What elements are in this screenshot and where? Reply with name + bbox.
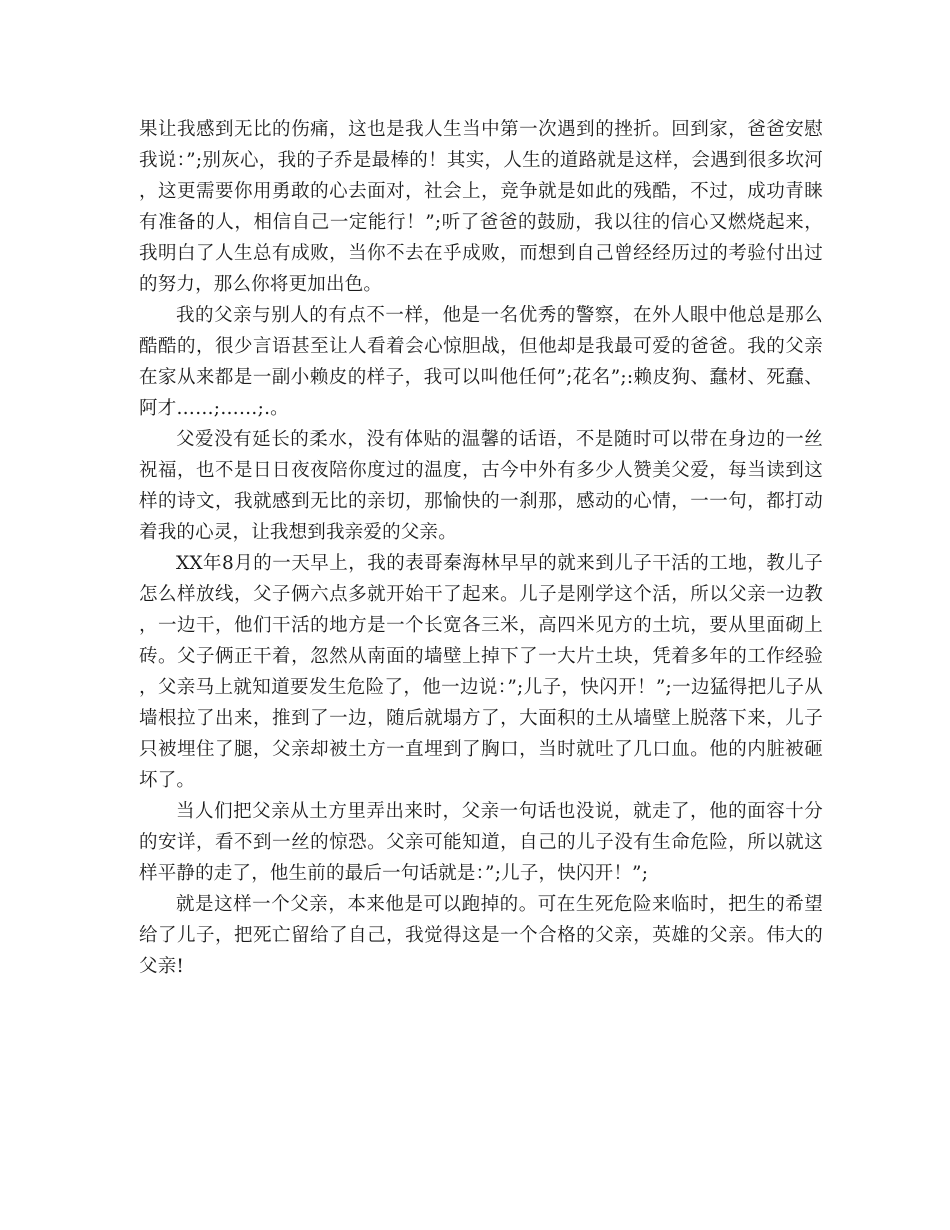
paragraph-2: 我的父亲与别人的有点不一样，他是一名优秀的警察，在外人眼中他总是那么酷酷的，很少言语甚至让人看着会心惊胆战，但他却是我最可爱的爸爸。我的父亲在家从来都是一副小赖皮的样子，我可以叫他任何”;花名”;:赖皮狗、蠢材、死蠢、阿才……;……;.。: [139, 305, 823, 419]
paragraph-6: 就是这样一个父亲，本来他是可以跑掉的。可在生死危险来临时，把生的希望给了儿子，把死亡留给了自己，我觉得这是一个合格的父亲，英雄的父亲。伟大的父亲!: [139, 894, 823, 977]
paragraph-4: XX年8月的一天早上，我的表哥秦海林早早的就来到儿子干活的工地，教儿子怎么样放线，父子俩六点多就开始干了起来。儿子是刚学这个活，所以父亲一边教，一边干，他们干活的地方是一个长宽各三米，高四米见方的土坑，要从里面砌上砖。父子俩正干着，忽然从南面的墙壁上掉下了一大片土块，凭着多年的工作经验，父亲马上就知道要发生危险了，他一边说：”;儿子，快闪开！”;一边猛得把儿子从墙根拉了出来，推到了一边，随后就塌方了，大面积的土从墙壁上脱落下来，儿子只被埋住了腿，父亲却被土方一直埋到了胸口，当时就吐了几口血。他的内脏被砸坏了。: [139, 553, 823, 791]
article-body: [139, 114, 823, 982]
paragraph-1: 果让我感到无比的伤痛，这也是我人生当中第一次遇到的挫折。回到家，爸爸安慰我说：”;别灰心，我的子乔是最棒的！其实，人生的道路就是这样，会遇到很多坎河，这更需要你用勇敢的心去面对，社会上，竞争就是如此的残酷，不过，成功青睐有准备的人，相信自己一定能行！”;听了爸爸的鼓励，我以往的信心又燃烧起来，我明白了人生总有成败，当你不去在乎成败，而想到自己曾经经历过的考验付出过的努力，那么你将更加出色。: [139, 119, 823, 295]
paragraph-3: 父爱没有延长的柔水，没有体贴的温馨的话语，不是随时可以带在身边的一丝祝福，也不是日日夜夜陪你度过的温度，古今中外有多少人赞美父爱，每当读到这样的诗文，我就感到无比的亲切，那愉快的一刹那，感动的心情，一一句，都打动着我的心灵，让我想到我亲爱的父亲。: [139, 429, 823, 543]
paragraph-5: 当人们把父亲从土方里弄出来时，父亲一句话也没说，就走了，他的面容十分的安详，看不到一丝的惊恐。父亲可能知道，自己的儿子没有生命危险，所以就这样平静的走了，他生前的最后一句话就是：”;儿子，快闪开！”;: [139, 801, 823, 884]
